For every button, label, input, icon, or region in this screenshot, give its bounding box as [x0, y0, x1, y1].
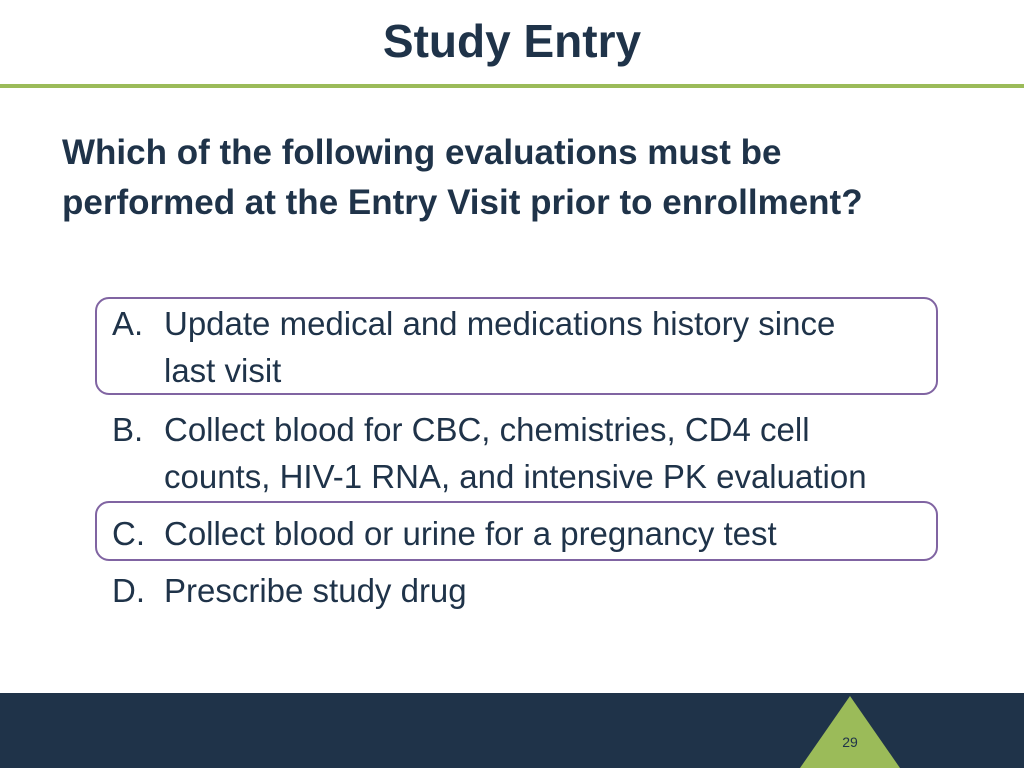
option-text-line: Update medical and medications history since: [164, 305, 836, 342]
page-number: 29: [842, 734, 858, 750]
option-letter: C.: [112, 515, 145, 552]
option-text-line: Prescribe study drug: [164, 572, 467, 609]
option-text-line: Collect blood for CBC, chemistries, CD4 cell: [164, 411, 810, 448]
question-line-1: Which of the following evaluations must be: [62, 133, 782, 172]
option-text-line: last visit: [164, 352, 282, 389]
option-text-line: counts, HIV-1 RNA, and intensive PK evaluation: [164, 458, 867, 495]
option-text-line: Collect blood or urine for a pregnancy test: [164, 515, 777, 552]
option-letter: B.: [112, 411, 144, 448]
slide-title: Study Entry: [382, 15, 642, 67]
option-letter: D.: [112, 572, 145, 609]
question-line-2: performed at the Entry Visit prior to enrollment?: [62, 183, 863, 222]
option-letter: A.: [112, 305, 144, 342]
title-divider: [0, 84, 1024, 88]
page-number-triangle: [800, 696, 900, 768]
question-text: [62, 128, 962, 228]
